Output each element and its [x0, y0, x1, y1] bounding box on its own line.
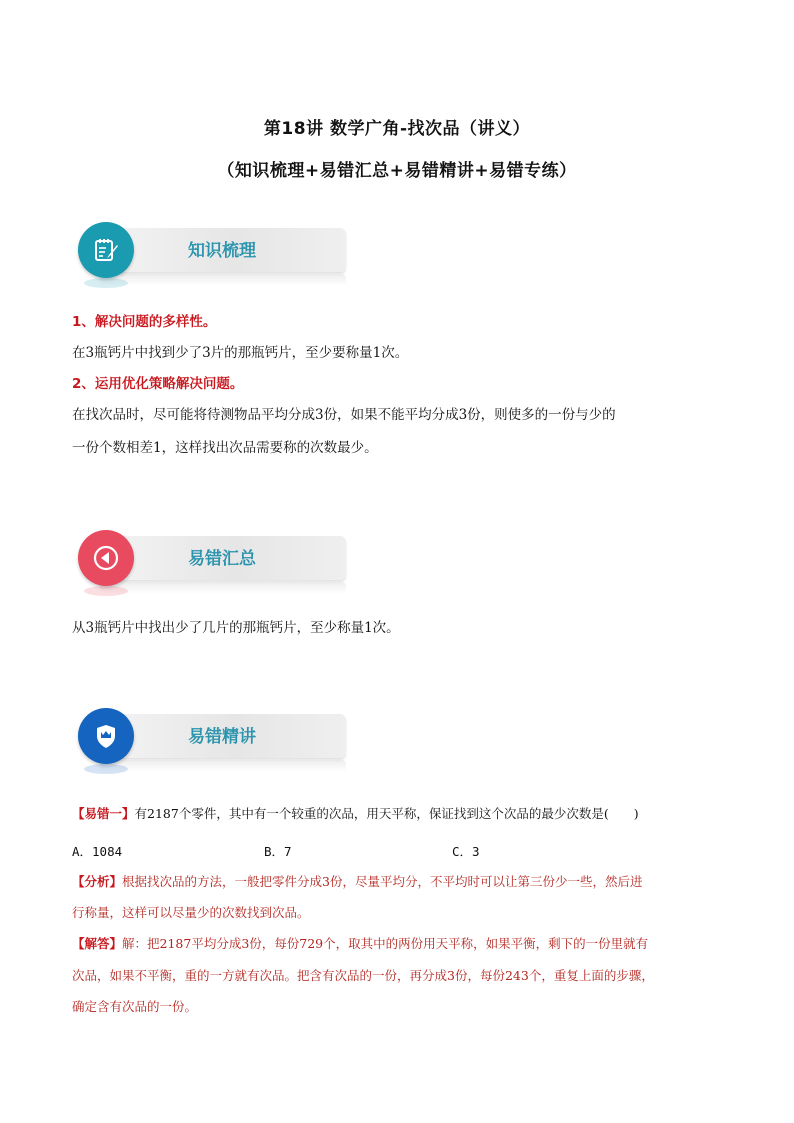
analysis-text-1: 根据找次品的方法，一般把零件分成3份，尽量平均分，不平均时可以让第三份少一些，然后进 — [122, 874, 643, 889]
shield-icon — [78, 708, 134, 764]
answer-line3: 确定含有次品的一份。 — [72, 999, 198, 1014]
answer-text-1: 解：把2187平均分成3份，每份729个，取其中的两份用天平称，如果平衡，剩下的一份里就有 — [122, 936, 649, 951]
option-a: A．1084 — [72, 844, 123, 859]
section-label-errors-summary: 易错汇总 — [188, 549, 256, 569]
section-label-knowledge: 知识梳理 — [188, 241, 256, 261]
section-header-errors-summary — [78, 530, 350, 594]
analysis-line1 — [72, 872, 642, 892]
notepad-pen-icon — [78, 222, 134, 278]
page-title: 第18讲 数学广角-找次品（讲义） — [263, 119, 531, 139]
errors-summary-text: 从3瓶钙片中找出少了几片的那瓶钙片，至少称量1次。 — [72, 620, 400, 636]
section-label-errors-explained: 易错精讲 — [188, 727, 256, 747]
knowledge-point1-text: 在3瓶钙片中找到少了3片的那瓶钙片，至少要称量1次。 — [72, 345, 409, 361]
section-header-errors-explained — [78, 708, 350, 772]
question-tag: 【易错一】 — [72, 806, 135, 821]
knowledge-point2-line2: 一份个数相差1，这样找出次品需要称的次数最少。 — [72, 440, 378, 456]
section-header-knowledge — [78, 222, 350, 286]
question-text: 有2187个零件，其中有一个较重的次品，用天平称，保证找到这个次品的最少次数是( ) — [134, 806, 639, 821]
analysis-line2: 行称量，这样可以尽量少的次数找到次品。 — [72, 905, 310, 920]
play-back-icon — [78, 530, 134, 586]
question-1 — [72, 804, 639, 824]
answer-line2: 次品，如果不平衡，重的一方就有次品。把含有次品的一份，再分成3份，每份243个，重复上面的步骤， — [72, 968, 654, 983]
option-b: B．7 — [264, 844, 292, 859]
answer-tag: 【解答】 — [72, 936, 123, 951]
option-c: C．3 — [452, 844, 480, 859]
page-subtitle: （知识梳理+易错汇总+易错精讲+易错专练） — [217, 161, 577, 181]
knowledge-point1-title: 1、解决问题的多样性。 — [72, 314, 217, 330]
answer-line1 — [72, 934, 648, 954]
analysis-tag: 【分析】 — [72, 874, 123, 889]
knowledge-point2-title: 2、运用优化策略解决问题。 — [72, 376, 244, 392]
knowledge-point2-line1: 在找次品时，尽可能将待测物品平均分成3份，如果不能平均分成3份，则使多的一份与少的 — [72, 407, 616, 423]
